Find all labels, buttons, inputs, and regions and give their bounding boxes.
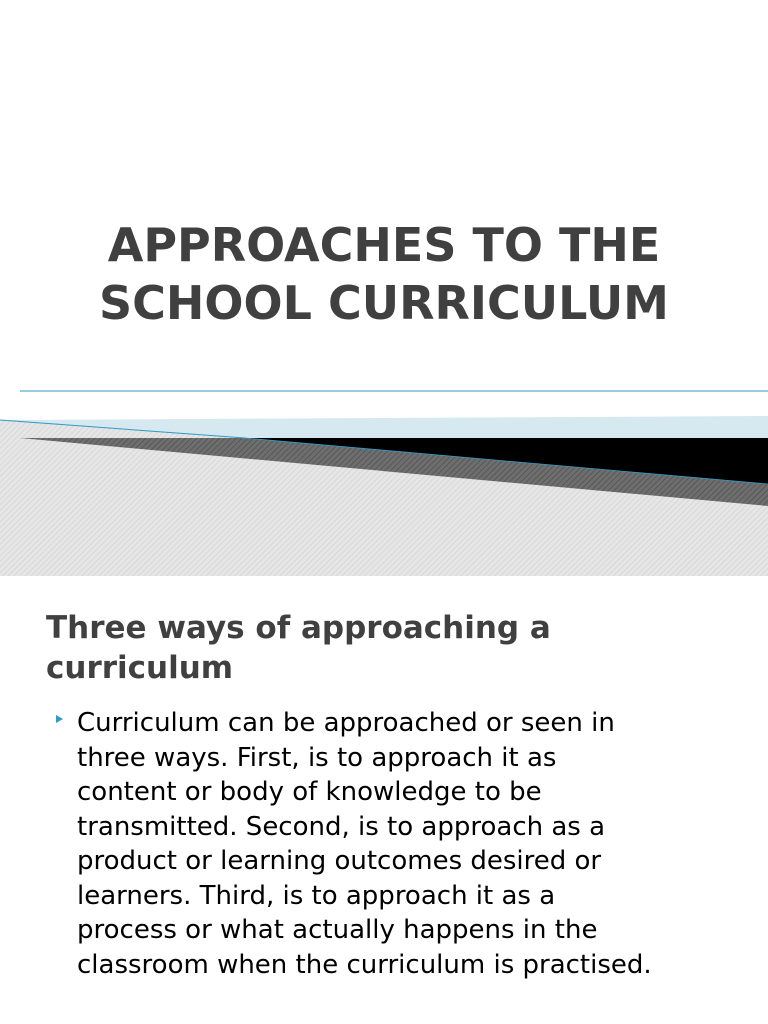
slide-title-line: SCHOOL CURRICULUM: [99, 276, 669, 330]
content-heading-line: curriculum: [46, 650, 234, 686]
bullet-text-line: product or learning outcomes desired or: [77, 846, 602, 876]
bullet-text-line: Curriculum can be approached or seen in: [77, 708, 615, 738]
bullet-text-line: process or what actually happens in the: [77, 915, 598, 945]
triangle-bullet-icon: [56, 715, 63, 723]
slide-title: [0, 216, 768, 332]
bullet-text-line: three ways. First, is to approach it as: [77, 742, 557, 773]
bullet-text-line: learners. Third, is to approach it as a: [77, 880, 556, 911]
bullet-text-line: transmitted. Second, is to approach as a: [77, 811, 606, 842]
content-heading-line: Three ways of approaching a: [46, 610, 551, 646]
slide-title-line: APPROACHES TO THE: [107, 218, 661, 272]
decorative-banner: [0, 380, 768, 576]
content-slide: [0, 576, 768, 1024]
bullet-text-line: content or body of knowledge to be: [77, 777, 542, 807]
content-heading: [46, 608, 726, 688]
bullet-text: [77, 706, 737, 982]
bullet-text-line: classroom when the curriculum is practised.: [77, 949, 652, 980]
